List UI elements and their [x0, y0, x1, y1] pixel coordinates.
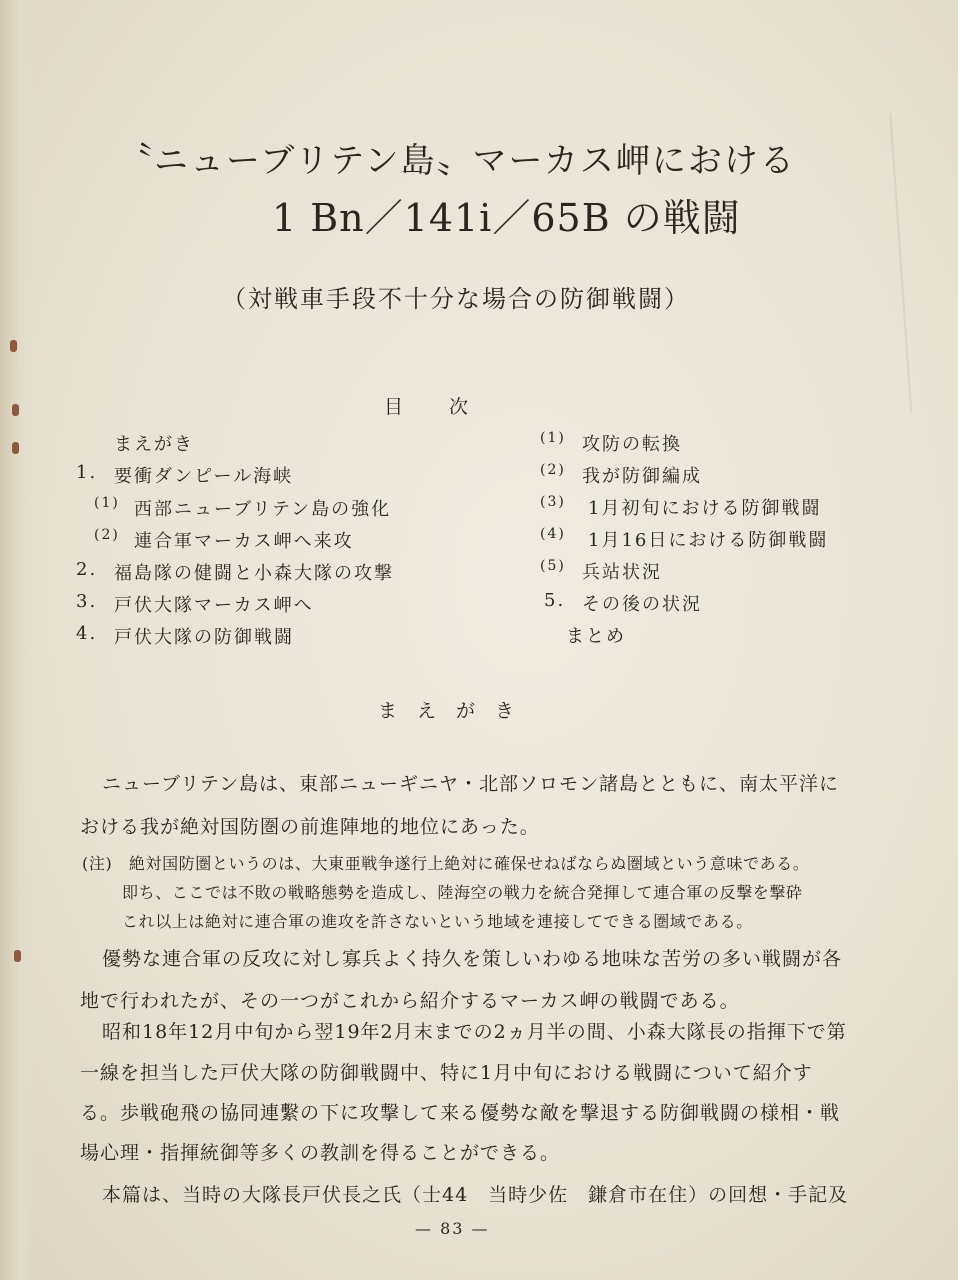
toc-item-label: 福島隊の健闘と小森大隊の攻撃: [114, 563, 394, 584]
toc-heading: 目次: [384, 396, 515, 418]
toc-item-label: 戸伏大隊マーカス岬へ: [114, 595, 314, 616]
toc-item-label: 西部ニューブリテン島の強化: [134, 499, 392, 520]
toc-item-label: 1月初旬における防御戦闘: [588, 498, 822, 519]
title-line-2: 1 Bn／141i／65B の戦闘: [272, 196, 741, 240]
paragraph: [80, 1054, 830, 1092]
toc-item-number: 4.: [76, 623, 98, 644]
text-line: おける我が絶対国防圏の前進陣地的地位にあった。: [80, 816, 540, 838]
toc-item-number: 3.: [76, 591, 98, 612]
title-line-1: 〝ニューブリテン島〟マーカス岬における: [118, 141, 796, 181]
paragraph: [80, 808, 830, 846]
toc-item-number: 2.: [76, 559, 98, 580]
text-line: 優勢な連合軍の反攻に対し寡兵よく持久を策しいわゆる地味な苦労の多い戦闘が各: [102, 948, 843, 970]
toc-item: [94, 495, 391, 521]
toc-item-number: (2): [540, 462, 566, 478]
toc-item: [76, 591, 314, 617]
toc-item-number: (1): [94, 495, 120, 511]
paragraph: [102, 1013, 847, 1051]
toc-item-label: まえがき: [114, 434, 194, 455]
note-line: 即ち、ここでは不敗の戦略態勢を造成し、陸海空の戦力を統合発揮して連合軍の反撃を撃砕: [122, 883, 803, 902]
toc-item-label: 攻防の転換: [582, 434, 682, 455]
toc-item: [540, 558, 662, 584]
toc-left-column: [76, 430, 476, 650]
toc-item-label: 連合軍マーカス岬へ来攻: [134, 531, 354, 552]
toc-item-label: その後の状況: [582, 594, 702, 615]
paragraph: [80, 1094, 841, 1132]
toc-item: [76, 623, 294, 649]
toc-item: [114, 430, 194, 456]
toc-item: [540, 462, 702, 488]
toc-item-number: 5.: [544, 590, 566, 611]
subtitle: （対戦車手段不十分な場合の防御戦闘）: [222, 285, 690, 313]
toc-item: [76, 462, 293, 488]
toc-item-label: 要衝ダンピール海峡: [114, 466, 294, 487]
note-line: これ以上は絶対に連合軍の進攻を許さないという地域を連接してできる圏域である。: [122, 912, 753, 931]
toc-item: [76, 559, 394, 585]
toc-item: [540, 494, 821, 520]
text-line: 昭和18年12月中旬から翌19年2月末までの2ヵ月半の間、小森大隊長の指揮下で第: [102, 1021, 847, 1043]
text-line: 場心理・指揮統御等多くの教訓を得ることができる。: [80, 1142, 561, 1164]
rust-mark: [14, 950, 21, 962]
rust-mark: [10, 340, 17, 352]
page-left-edge: [0, 0, 34, 1280]
toc-item-label: 我が防御編成: [582, 466, 702, 487]
paragraph: [102, 765, 842, 803]
toc-item-number: 1.: [76, 462, 98, 483]
rust-mark: [12, 404, 19, 416]
text-line: 地で行われたが、その一つがこれから紹介するマーカス岬の戦闘である。: [80, 990, 740, 1012]
toc-item-number: (2): [94, 527, 120, 543]
toc-item: [540, 430, 682, 456]
paragraph: [102, 1176, 849, 1214]
rust-mark: [12, 442, 19, 454]
preface-heading: まえがき: [378, 700, 535, 722]
text-line: 一線を担当した戸伏大隊の防御戦闘中、特に1月中旬における戦闘について紹介す: [80, 1062, 813, 1084]
toc-item-label: まとめ: [566, 626, 626, 647]
toc-right-column: [540, 430, 840, 650]
note-line: (注) 絶対国防圏というのは、大東亜戦争遂行上絶対に確保せねばならぬ圏域という意味である。: [82, 854, 810, 873]
toc-item-number: (3): [540, 494, 566, 510]
toc-item-label: 戸伏大隊の防御戦闘: [114, 627, 294, 648]
toc-item-label: 1月16日における防御戦闘: [588, 530, 829, 551]
toc-item: [544, 590, 702, 616]
toc-item: [566, 622, 626, 648]
paragraph: [80, 1134, 830, 1172]
toc-item-number: (4): [540, 526, 566, 542]
text-line: る。歩戦砲飛の協同連繫の下に攻撃して来る優勢な敵を撃退する防御戦闘の様相・戦: [80, 1102, 841, 1124]
paragraph: [102, 940, 842, 978]
toc-item: [94, 527, 354, 553]
toc-item-number: (1): [540, 430, 566, 446]
toc-item-number: (5): [540, 558, 566, 574]
toc-item-label: 兵站状況: [582, 562, 662, 583]
toc-item: [540, 526, 828, 552]
text-line: ニューブリテン島は、東部ニューギニヤ・北部ソロモン諸島とともに、南太平洋に: [102, 773, 839, 795]
page-number: — 83 —: [415, 1219, 490, 1238]
text-line: 本篇は、当時の大隊長戸伏長之氏（士44 当時少佐 鎌倉市在住）の回想・手記及: [102, 1184, 849, 1206]
